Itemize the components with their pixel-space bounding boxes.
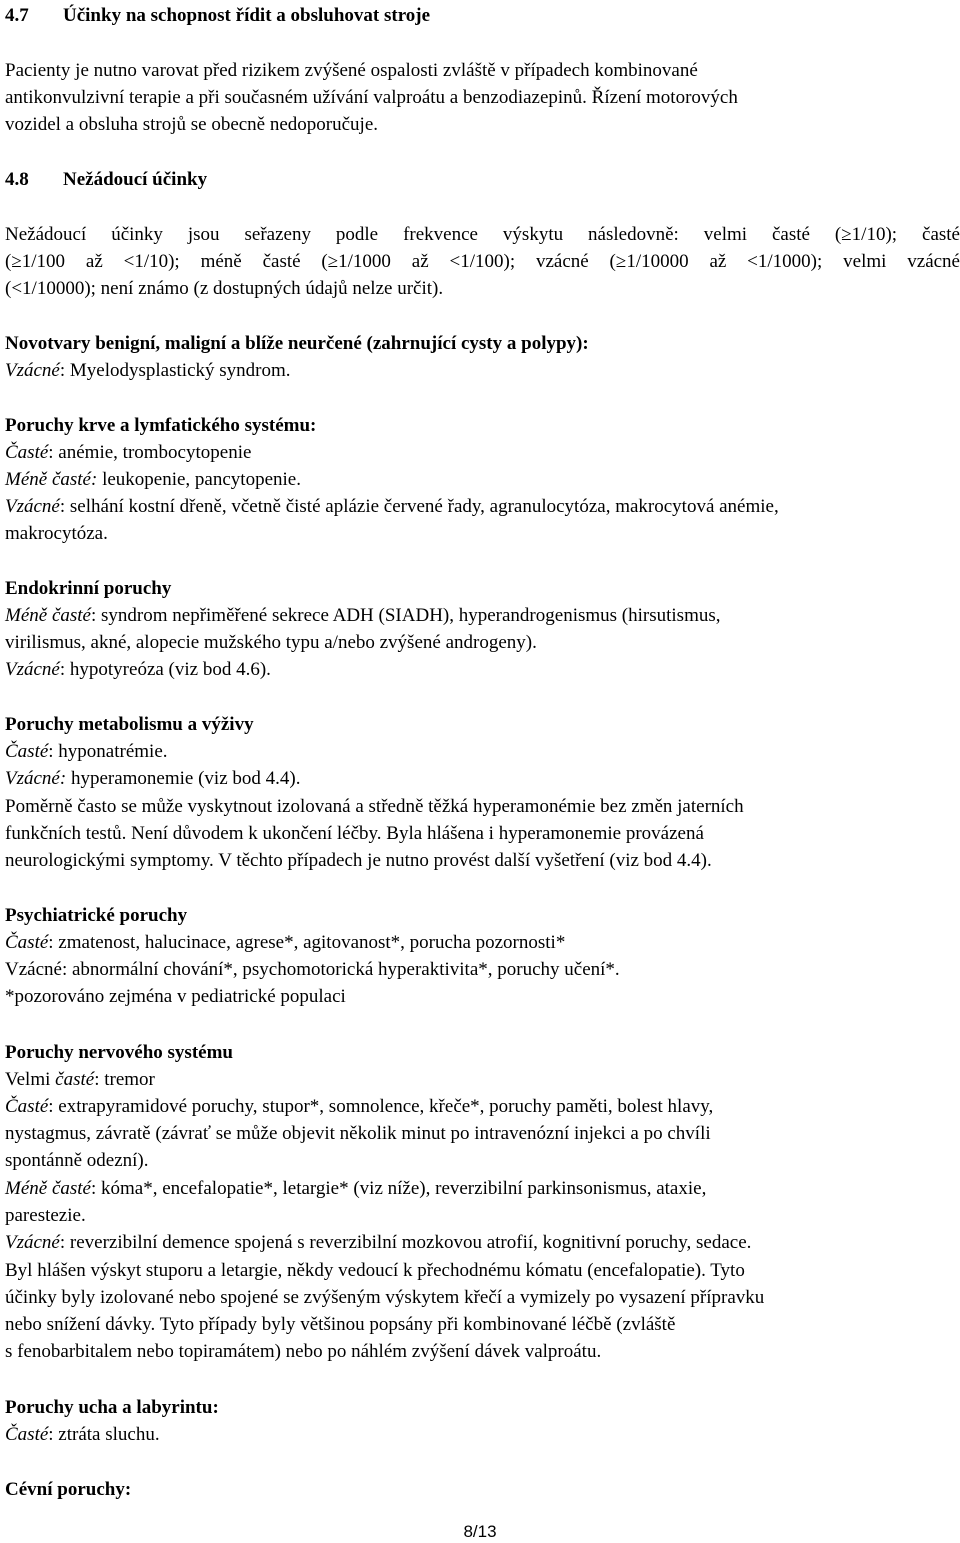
frequency-line	[5, 1095, 713, 1119]
frequency-text: hyperamonemie (viz bod 4.4).	[66, 768, 301, 789]
frequency-text: : hypotyreóza (viz bod 4.6).	[59, 659, 271, 680]
category-heading: Psychiatrické poruchy	[5, 905, 188, 926]
frequency-line-cont: makrocytóza.	[5, 523, 108, 544]
frequency-text: : selhání kostní dřeně, včetně čisté aplázie červené řady, agranulocytóza, makrocytová anémie,	[59, 496, 779, 517]
paragraph-line: s fenobarbitalem nebo topiramátem) nebo po náhlém zvýšení dávek valproátu.	[5, 1341, 602, 1362]
section-number: 4.8	[5, 169, 29, 190]
category-heading: Poruchy krve a lymfatického systému:	[5, 415, 317, 436]
paragraph-line: nebo snížení dávky. Tyto případy byly většinou popsány při kombinované léčbě (zvláště	[5, 1314, 676, 1335]
frequency-label: Vzácné	[5, 659, 60, 680]
frequency-label: Méně časté:	[5, 469, 98, 490]
frequency-line	[5, 1423, 160, 1447]
frequency-text: : extrapyramidové poruchy, stupor*, somnolence, křeče*, poruchy paměti, bolest hlavy,	[48, 1096, 714, 1117]
frequency-text: : syndrom nepřiměřené sekrece ADH (SIADH), hyperandrogenismus (hirsutismus,	[90, 605, 721, 626]
frequency-text: : tremor	[94, 1069, 155, 1090]
frequency-line	[5, 931, 565, 955]
paragraph-line: Nežádoucí účinky jsou seřazeny podle frekvence výskytu následovně: velmi časté (≥1/10); časté	[5, 224, 960, 245]
paragraph-line: Pacienty je nutno varovat před rizikem zvýšené ospalosti zvláště v případech kombinované	[5, 60, 698, 81]
category-heading: Endokrinní poruchy	[5, 578, 172, 599]
frequency-text: : anémie, trombocytopenie	[48, 442, 252, 463]
paragraph-line: vozidel a obsluha strojů se obecně nedoporučuje.	[5, 114, 379, 135]
frequency-line	[5, 740, 168, 764]
frequency-label: Vzácné	[5, 360, 60, 381]
paragraph-line: účinky byly izolované nebo spojené se zvýšeným výskytem křečí a vymizely po vysazení přípravku	[5, 1287, 765, 1308]
category-heading: Poruchy ucha a labyrintu:	[5, 1397, 219, 1418]
frequency-text: leukopenie, pancytopenie.	[97, 469, 301, 490]
frequency-line	[5, 1231, 751, 1255]
paragraph-line: (<1/10000); není známo (z dostupných údajů nelze určit).	[5, 278, 444, 299]
section-heading-4-8	[5, 168, 207, 192]
paragraph-line: funkčních testů. Není důvodem k ukončení léčby. Byla hlášena i hyperamonemie provázená	[5, 823, 704, 844]
frequency-line	[5, 767, 300, 791]
frequency-label: Vzácné:	[5, 768, 67, 789]
paragraph-line: neurologickými symptomy. V těchto případech je nutno provést další vyšetření (viz bod 4.4).	[5, 850, 712, 871]
category-heading: Poruchy metabolismu a výživy	[5, 714, 254, 735]
frequency-text: : hyponatrémie.	[48, 741, 168, 762]
section-title: Účinky na schopnost řídit a obsluhovat stroje	[63, 5, 431, 26]
frequency-label: Vzácné	[5, 496, 60, 517]
frequency-label: Časté	[5, 1096, 49, 1117]
frequency-line	[5, 1068, 155, 1092]
frequency-label: Méně časté	[5, 1178, 91, 1199]
frequency-line	[5, 1177, 706, 1201]
frequency-line-cont: spontánně odezní).	[5, 1150, 149, 1171]
frequency-line	[5, 359, 291, 383]
category-heading: Poruchy nervového systému	[5, 1042, 233, 1063]
frequency-line	[5, 441, 251, 465]
frequency-label: Časté	[5, 741, 49, 762]
paragraph-line: Byl hlášen výskyt stuporu a letargie, někdy vedoucí k přechodnému kómatu (encefalopatie). Tyto	[5, 1260, 745, 1281]
frequency-label: Časté	[5, 932, 49, 953]
frequency-line: Vzácné: abnormální chování*, psychomotorická hyperaktivita*, poruchy učení*.	[5, 959, 620, 980]
frequency-text: : zmatenost, halucinace, agrese*, agitovanost*, porucha pozornosti*	[48, 932, 566, 953]
section-number: 4.7	[5, 5, 29, 26]
frequency-line-cont: parestezie.	[5, 1205, 86, 1226]
paragraph-line: Poměrně často se může vyskytnout izolovaná a středně těžká hyperamonémie bez změn jaterních	[5, 796, 744, 817]
frequency-line-cont: virilismus, akné, alopecie mužského typu a/nebo zvýšené androgeny).	[5, 632, 537, 653]
category-heading: Novotvary benigní, maligní a blíže neurčené (zahrnující cysty a polypy):	[5, 333, 589, 354]
section-title: Nežádoucí účinky	[63, 169, 208, 190]
frequency-label: Vzácné	[5, 1232, 60, 1253]
frequency-label: Časté	[5, 1424, 49, 1445]
category-heading: Cévní poruchy:	[5, 1479, 132, 1500]
section-heading-4-7	[5, 4, 430, 28]
frequency-label: Méně časté	[5, 605, 91, 626]
frequency-line	[5, 495, 779, 519]
frequency-label: Časté	[5, 442, 49, 463]
page-number: 8/13	[463, 1522, 497, 1541]
frequency-text: : ztráta sluchu.	[48, 1424, 160, 1445]
frequency-line-cont: nystagmus, závratě (závrať se může objevit několik minut po intravenózní injekci a po chvíli	[5, 1123, 711, 1144]
frequency-prefix: Velmi	[5, 1069, 56, 1090]
paragraph-line: (≥1/100 až <1/10); méně časté (≥1/1000 až <1/100); vzácné (≥1/10000 až <1/1000); velmi vzácné	[5, 251, 960, 272]
paragraph-line: antikonvulzivní terapie a při současném užívání valproátu a benzodiazepinů. Řízení motorových	[5, 87, 738, 108]
frequency-label: časté	[55, 1069, 95, 1090]
frequency-text: : kóma*, encefalopatie*, letargie* (viz níže), reverzibilní parkinsonismus, ataxie,	[90, 1178, 707, 1199]
frequency-text: : reverzibilní demence spojená s reverzibilní mozkovou atrofií, kognitivní poruchy, sedace.	[59, 1232, 752, 1253]
frequency-text: : Myelodysplastický syndrom.	[59, 360, 291, 381]
frequency-line	[5, 658, 271, 682]
frequency-line	[5, 604, 721, 628]
footnote-line: *pozorováno zejména v pediatrické populaci	[5, 986, 346, 1007]
frequency-line	[5, 468, 301, 492]
